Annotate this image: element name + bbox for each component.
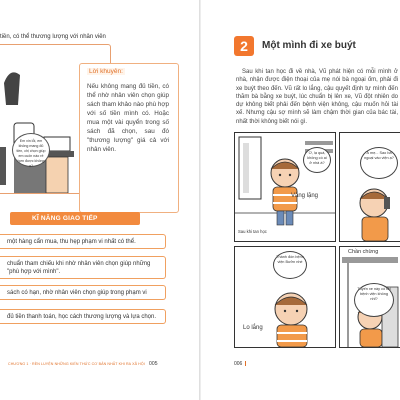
comic-panel-3 [234, 246, 336, 348]
sound-effect: Vắng lặng [291, 193, 319, 199]
sound-effect: Chần chừng [348, 249, 379, 255]
advice-text: Nếu không mang đủ tiền, có thể nhờ nhân viên chọn giúp sách tham khảo nào phù hợp với số tiền mình có. Hoặc mua một vài quyển trong số sách đã chọn, sau đó "thương lượng" giá cả với nhân viên. [87, 83, 169, 153]
comic-panel-2 [339, 132, 400, 242]
speech-bubble: Tuyến xe này có tới bệnh viện không nhỉ? [354, 283, 394, 317]
speech-bubble: Ơ, lạ quá, không có ai ở nhà à? [303, 147, 331, 173]
panel-caption: Sau khi tan học [238, 229, 267, 234]
footer-chapter: CHƯƠNG 1 · RÈN LUYỆN NHỮNG KIẾN THỨC CƠ BẢN NHẤT KHI RA XÃ HỘI [8, 362, 145, 366]
speech-bubble: Em xin lỗi, em không mang đủ tiền, chị chọn giúp em cuốn nào rẻ hơn được không ạ? [12, 133, 50, 167]
page-number-left: 005 [148, 361, 158, 367]
skills-heading: KĨ NĂNG GIAO TIẾP [32, 215, 98, 222]
advice-title: Lời khuyên: [89, 68, 123, 75]
skill-item: đủ tiền thanh toán, học cách thương lượng và lựa chọn. [0, 309, 166, 324]
comic-panel-4 [339, 246, 400, 348]
footer-divider [245, 361, 246, 366]
speech-bubble: À mẹ... Sao bà ngoại vào viện ạ? [360, 147, 398, 179]
right-footer [234, 361, 246, 367]
sound-effect: Lo lắng [243, 325, 263, 331]
page-number-right: 006 [234, 361, 243, 367]
skill-item: chuẩn tham chiếu khi nhờ nhân viên chọn giúp những "phù hợp với mình". [0, 256, 166, 279]
skill-item: sách có hạn, nhờ nhân viên chọn giúp trong phạm vi [0, 285, 166, 300]
tips-title: tiền, có thể thương lượng với nhân viên [0, 34, 106, 40]
chapter-title: Một mình đi xe buýt [262, 40, 356, 51]
skill-item: một hàng cẩn mua, thu hẹp phạm vi nhất có thể. [0, 234, 166, 249]
comic-panel-1 [234, 132, 336, 242]
intro-paragraph: Sau khi tan học đi về nhà, Vũ phát hiện có mỗi mình ở nhà, nhận được điện thoại của mẹ nói bà ngoại ốm, phải đi xe buýt theo đến. Vũ rất lo lắng, cậu quyết định tự mình đến thăm bà bằng xe buýt, lúc chuẩn bị lên xe, Vũ đột nhiên do dự không biết phải đến bệnh viện không, cậu muốn hỏi tài xế. Nhưng cậu sợ mình sẽ làm chậm thời gian của bác tài, nhất thời không biết nói gì. [236, 69, 398, 125]
speech-bubble: Thành đón bệnh viện Bưởn nhé [273, 251, 307, 279]
chapter-number-badge: 2 [234, 36, 254, 56]
